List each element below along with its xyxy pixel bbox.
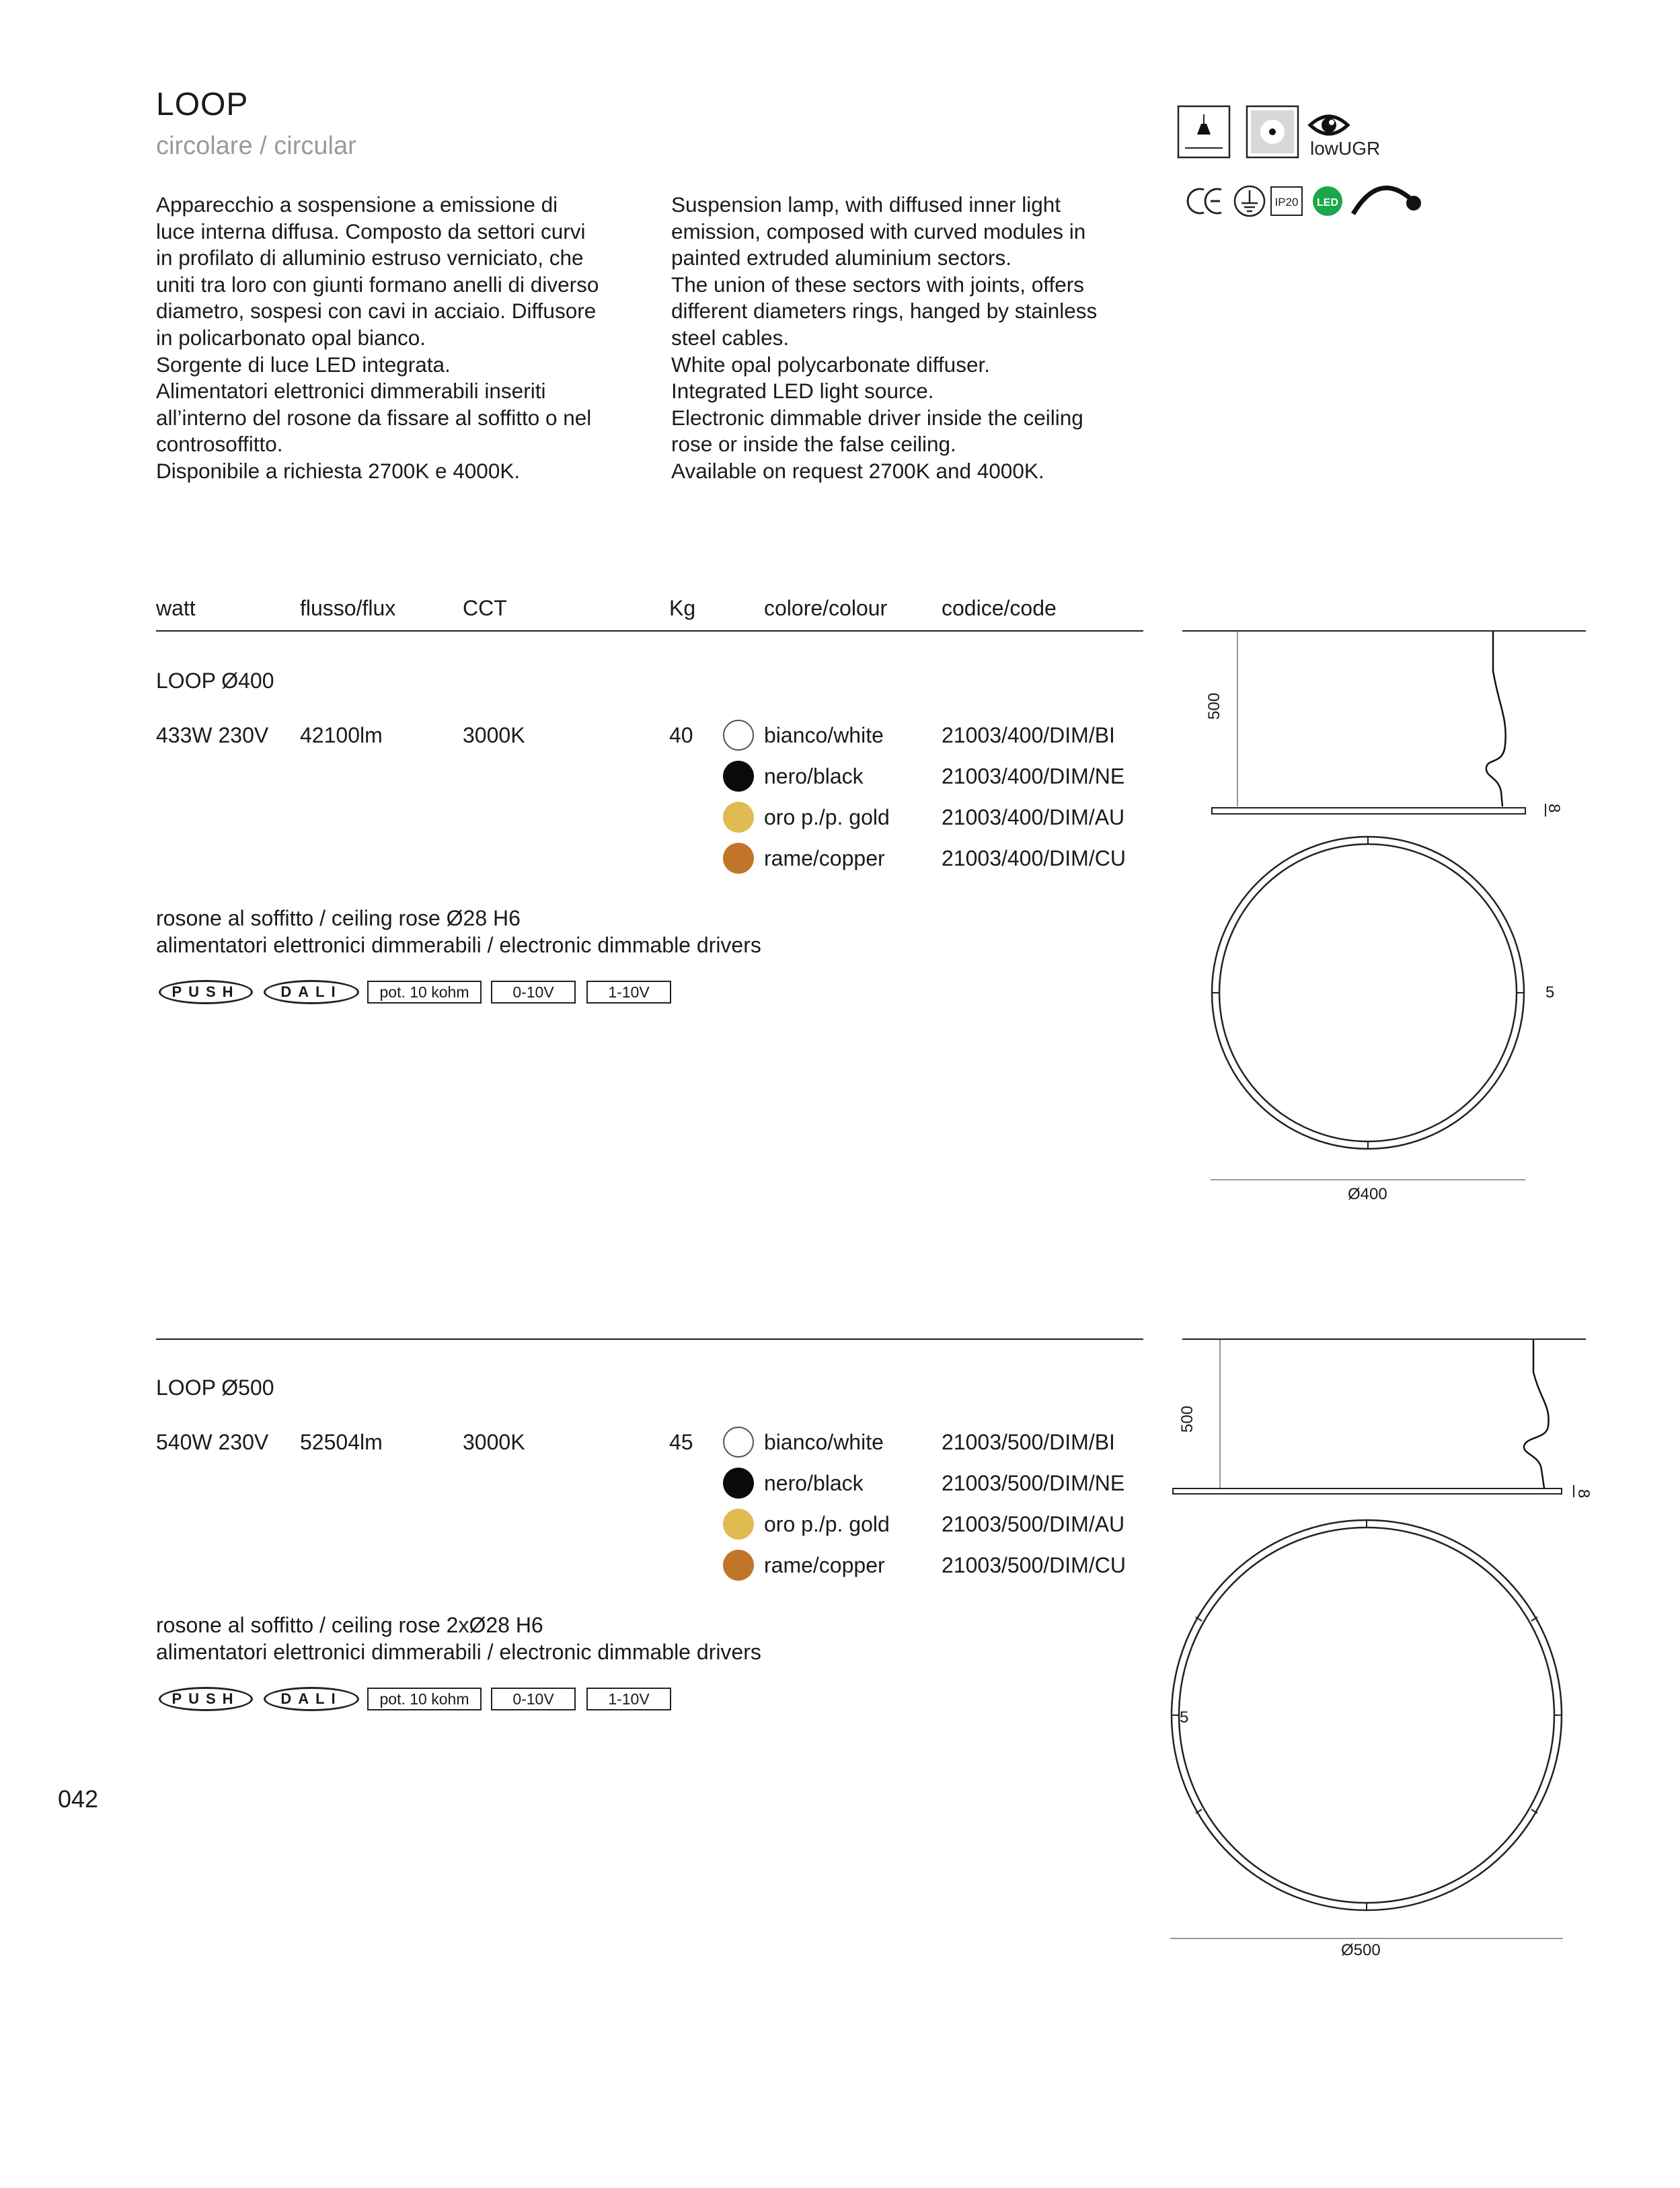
ceiling-rose-400: rosone al soffitto / ceiling rose Ø28 H6: [156, 906, 521, 930]
dali-badge-500: DALI: [264, 1687, 359, 1711]
lowugr-label: lowUGR: [1310, 138, 1381, 159]
description-line: Suspension lamp, with diffused inner light: [671, 192, 1061, 217]
pot-badge-500: pot. 10 kohm: [367, 1688, 482, 1710]
description-line: White opal polycarbonate diffuser.: [671, 352, 990, 377]
dim-height-400: 500: [1205, 692, 1223, 720]
drawing-svg-500: [1163, 1338, 1594, 1944]
product-title: LOOP: [156, 87, 249, 122]
dim-height-500: 500: [1178, 1405, 1196, 1433]
description-line: all’interno del rosone da fissare al soffitto o nel: [156, 405, 592, 430]
kg-500: 45: [669, 1430, 693, 1454]
header-flux: flusso/flux: [300, 596, 396, 620]
section-rule-500: [156, 1338, 1143, 1340]
swatch-white-500: [723, 1427, 754, 1458]
description-line: different diameters rings, hanged by stainless: [671, 299, 1098, 324]
header-cct: CCT: [463, 596, 507, 620]
page-number: 042: [58, 1785, 99, 1813]
ip20-label: IP20: [1274, 196, 1299, 209]
product-subtitle: circolare / circular: [156, 132, 356, 160]
description-line: Alimentatori elettronici dimmerabili inseriti: [156, 379, 546, 404]
description-line: Sorgente di luce LED integrata.: [156, 352, 451, 377]
led-label: LED: [1317, 197, 1338, 209]
header-kg: Kg: [669, 596, 696, 620]
colour-black-500: nero/black: [764, 1471, 864, 1495]
description-english: [671, 192, 1097, 485]
description-line: rose or inside the false ceiling.: [671, 432, 956, 457]
code-black-500: 21003/500/DIM/NE: [942, 1471, 1125, 1495]
description-line: diametro, sospesi con cavi in acciaio. Diffusore: [156, 299, 597, 324]
dali-badge-400: DALI: [264, 980, 359, 1004]
description-line: painted extruded aluminium sectors.: [671, 246, 1012, 270]
push-badge-500: PUSH: [159, 1687, 253, 1711]
cct-500: 3000K: [463, 1430, 525, 1454]
swatch-copper-500: [723, 1550, 754, 1581]
description-italian: [156, 192, 599, 485]
drawing-svg-400: [1182, 630, 1586, 1222]
swatch-copper-400: [723, 843, 754, 874]
ip20-icon: [1271, 187, 1302, 215]
header-code: codice/code: [942, 596, 1057, 620]
drivers-500: alimentatori elettronici dimmerabili / electronic dimmable drivers: [156, 1640, 761, 1664]
swatch-gold-400: [723, 802, 754, 833]
colour-gold-500: oro p./p. gold: [764, 1512, 890, 1536]
dimmable-icon: [1353, 188, 1421, 214]
watt-500: 540W 230V: [156, 1430, 269, 1454]
swatch-black-400: [723, 761, 754, 792]
header-watt: watt: [156, 596, 196, 620]
description-line: in policarbonato opal bianco.: [156, 325, 426, 350]
code-white-400: 21003/400/DIM/BI: [942, 723, 1115, 747]
colour-gold-400: oro p./p. gold: [764, 805, 890, 829]
dim-width-400: 5: [1545, 983, 1555, 1002]
colour-black-400: nero/black: [764, 764, 864, 788]
watt-400: 433W 230V: [156, 723, 269, 747]
dim-diameter-400: Ø400: [1348, 1185, 1387, 1203]
code-white-500: 21003/500/DIM/BI: [942, 1430, 1115, 1454]
code-gold-400: 21003/400/DIM/AU: [942, 805, 1125, 829]
dim-thickness-500: 8: [1574, 1489, 1593, 1499]
product-name-400: LOOP Ø400: [156, 669, 274, 693]
ground-icon: [1235, 186, 1264, 216]
v010-badge-400: 0-10V: [491, 981, 576, 1004]
colour-copper-500: rame/copper: [764, 1553, 885, 1577]
description-line: controsoffitto.: [156, 432, 283, 457]
code-gold-500: 21003/500/DIM/AU: [942, 1512, 1125, 1536]
description-line: luce interna diffusa. Composto da settori curvi: [156, 219, 586, 243]
v010-badge-500: 0-10V: [491, 1688, 576, 1710]
code-black-400: 21003/400/DIM/NE: [942, 764, 1125, 788]
icon-row: [1177, 101, 1433, 235]
description-line: The union of these sectors with joints, offers: [671, 272, 1084, 297]
product-name-500: LOOP Ø500: [156, 1375, 274, 1400]
swatch-black-500: [723, 1468, 754, 1499]
flux-400: 42100lm: [300, 723, 383, 747]
cct-400: 3000K: [463, 723, 525, 747]
code-copper-400: 21003/400/DIM/CU: [942, 846, 1126, 870]
technical-drawing-400: [1182, 630, 1586, 1222]
drivers-400: alimentatori elettronici dimmerabili / electronic dimmable drivers: [156, 933, 761, 957]
colour-white-500: bianco/white: [764, 1430, 884, 1454]
push-badge-400: PUSH: [159, 980, 253, 1004]
pot-badge-400: pot. 10 kohm: [367, 981, 482, 1004]
v110-badge-400: 1-10V: [586, 981, 671, 1004]
code-copper-500: 21003/500/DIM/CU: [942, 1553, 1126, 1577]
description-line: emission, composed with curved modules in: [671, 219, 1086, 243]
header-rule: [156, 630, 1143, 632]
eye-icon: [1310, 116, 1348, 134]
description-line: Apparecchio a sospensione a emissione di: [156, 192, 558, 217]
swatch-gold-500: [723, 1509, 754, 1540]
colour-copper-400: rame/copper: [764, 846, 885, 870]
led-icon: [1313, 186, 1342, 216]
v110-badge-500: 1-10V: [586, 1688, 671, 1710]
dim-width-500: 5: [1180, 1708, 1189, 1727]
ceiling-rose-500: rosone al soffitto / ceiling rose 2xØ28 H6: [156, 1613, 543, 1637]
swatch-white-400: [723, 720, 754, 751]
dim-diameter-500: Ø500: [1341, 1941, 1381, 1959]
suspension-icon: [1178, 106, 1229, 157]
description-line: Electronic dimmable driver inside the ceiling: [671, 405, 1083, 430]
technical-drawing-500: [1163, 1338, 1594, 1944]
kg-400: 40: [669, 723, 693, 747]
flux-500: 52504lm: [300, 1430, 383, 1454]
description-line: in profilato di alluminio estruso verniciato, che: [156, 246, 584, 270]
colour-white-400: bianco/white: [764, 723, 884, 747]
description-line: Disponibile a richiesta 2700K e 4000K.: [156, 458, 521, 483]
ce-mark-icon: [1188, 189, 1221, 213]
header-colour: colore/colour: [764, 596, 888, 620]
description-line: Available on request 2700K and 4000K.: [671, 458, 1044, 483]
description-line: Integrated LED light source.: [671, 379, 934, 404]
description-line: uniti tra loro con giunti formano anelli di diverso: [156, 272, 599, 297]
dim-thickness-400: 8: [1545, 804, 1563, 813]
description-line: steel cables.: [671, 325, 790, 350]
recessed-spot-icon: [1247, 106, 1298, 157]
feature-icons: [1177, 101, 1433, 235]
